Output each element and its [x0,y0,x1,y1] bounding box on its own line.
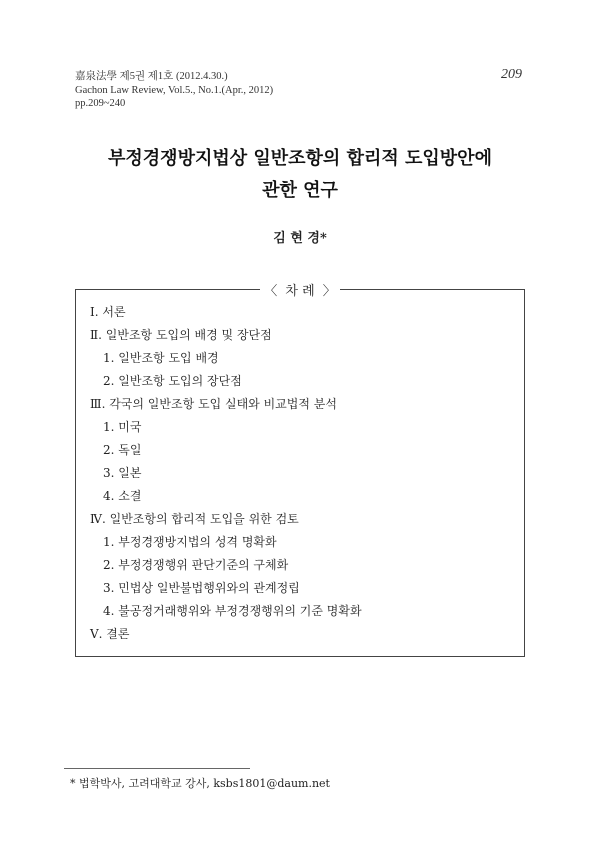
toc-right-bracket: 〉 [318,284,336,299]
journal-header [75,70,273,111]
toc-item: 2. 독일 [103,443,142,457]
journal-line-2: Gachon Law Review, Vol.5., No.1.(Apr., 2012) [75,84,274,96]
toc-item: Ⅳ. 일반조항의 합리적 도입을 위한 검토 [90,512,299,526]
page-number: 209 [501,67,522,82]
toc-label-text: 차 례 [285,284,315,299]
journal-line-1: 嘉泉法學 제5권 제1호 (2012.4.30.) [75,71,228,82]
article-title-line-2: 관한 연구 [262,180,338,201]
toc-item: 1. 일반조항 도입 배경 [103,351,219,365]
toc-item: 2. 일반조항 도입의 장단점 [103,374,242,388]
toc-item: Ⅲ. 각국의 일반조항 도입 실태와 비교법적 분석 [90,397,337,411]
toc-item: 2. 부정경쟁행위 판단기준의 구체화 [103,558,289,572]
toc-left-bracket: 〈 [264,284,282,299]
toc-item: 3. 민법상 일반불법행위와의 관계정립 [103,581,300,595]
footnote-divider [64,768,250,769]
toc-item: 3. 일본 [103,466,142,480]
toc-item: 4. 소결 [103,489,142,503]
toc-item: Ⅱ. 일반조항 도입의 배경 및 장단점 [90,328,272,342]
footnote: * 법학박사, 고려대학교 강사, ksbs1801@daum.net [70,777,330,790]
toc-item: Ⅰ. 서론 [90,305,126,319]
toc-item: Ⅴ. 결론 [90,627,130,641]
toc-item: 1. 부정경쟁방지법의 성격 명확화 [103,535,277,549]
journal-line-3: pp.209~240 [75,98,126,109]
author-name: 김 현 경* [273,231,327,246]
article-title-line-1: 부정경쟁방지법상 일반조항의 합리적 도입방안에 [108,148,492,169]
toc-item: 4. 불공정거래행위와 부정경쟁행위의 기준 명확화 [103,604,362,618]
toc-label [0,280,600,299]
toc-item: 1. 미국 [103,420,142,434]
